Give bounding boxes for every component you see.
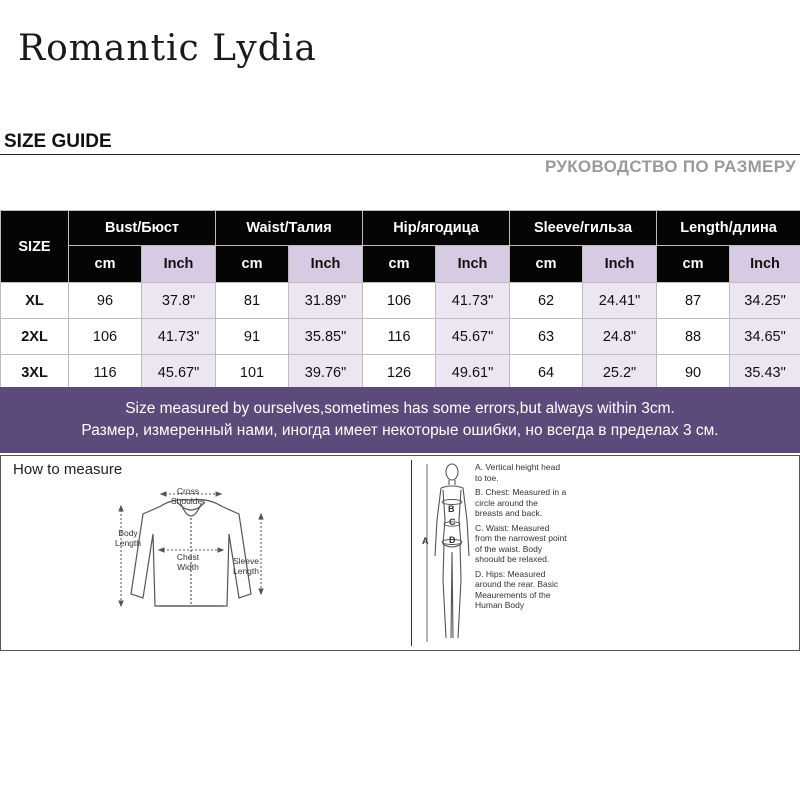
- chest-width-label: Chest Width: [176, 552, 200, 572]
- table-cell: 101: [216, 355, 289, 391]
- measurement-note: [0, 387, 800, 453]
- note-b: B. Chest: Measured in a circle around the breasts and back.: [475, 487, 567, 518]
- unit-header-inch: Inch: [289, 246, 363, 283]
- mark-c: C: [449, 517, 456, 527]
- note-line-ru: Размер, измеренный нами, иногда имеет некоторые ошибки, но всегда в пределах 3 см.: [81, 422, 719, 439]
- table-group-header-row: [1, 211, 800, 246]
- unit-header-cm: cm: [69, 246, 142, 283]
- table-cell: 45.67": [436, 319, 510, 355]
- how-to-measure-title: How to measure: [13, 461, 123, 478]
- table-cell: 34.25": [730, 283, 800, 319]
- table-cell: 41.73": [436, 283, 510, 319]
- size-guide-title: SIZE GUIDE: [4, 131, 112, 152]
- size-guide-title-ru: РУКОВОДСТВО ПО РАЗМЕРУ: [544, 157, 796, 176]
- table-unit-header-row: [1, 246, 800, 283]
- size-header: SIZE: [1, 211, 69, 283]
- table-cell: 24.41": [583, 283, 657, 319]
- mark-b: B: [448, 504, 455, 514]
- how-to-measure-panel: [0, 455, 800, 651]
- unit-header-inch: Inch: [436, 246, 510, 283]
- group-header-waist: Waist/Талия: [216, 211, 363, 246]
- table-cell: 87: [657, 283, 730, 319]
- table-cell: 81: [216, 283, 289, 319]
- table-cell: 126: [363, 355, 436, 391]
- mark-a: A: [422, 536, 429, 546]
- sleeve-length-label: Sleeve Length: [233, 556, 259, 576]
- table-cell: 90: [657, 355, 730, 391]
- table-cell: 64: [510, 355, 583, 391]
- group-header-hip: Hip/ягодица: [363, 211, 510, 246]
- body-diagram: [419, 460, 473, 648]
- unit-header-cm: cm: [510, 246, 583, 283]
- table-cell: 88: [657, 319, 730, 355]
- table-cell: 49.61": [436, 355, 510, 391]
- table-cell: 37.8": [142, 283, 216, 319]
- table-cell: 31.89": [289, 283, 363, 319]
- row-size-label: XL: [1, 283, 69, 319]
- table-cell: 39.76": [289, 355, 363, 391]
- note-c: C. Waist: Measured from the narrowest point of the waist. Body shoould be relaxed.: [475, 522, 567, 564]
- table-cell: 91: [216, 319, 289, 355]
- size-guide-rule: [0, 154, 800, 155]
- panel-divider: [411, 460, 412, 646]
- table-cell: 35.85": [289, 319, 363, 355]
- table-cell: 116: [363, 319, 436, 355]
- cross-shoulder-label: Cross Shoulder: [170, 486, 206, 506]
- table-cell: 35.43": [730, 355, 800, 391]
- table-cell: 116: [69, 355, 142, 391]
- brand-logo: Romantic Lydia: [18, 28, 317, 69]
- table-cell: 24.8": [583, 319, 657, 355]
- table-row: [1, 355, 800, 391]
- table-cell: 62: [510, 283, 583, 319]
- table-cell: 96: [69, 283, 142, 319]
- row-size-label: 3XL: [1, 355, 69, 391]
- table-cell: 41.73": [142, 319, 216, 355]
- size-table: [0, 210, 800, 391]
- table-cell: 34.65": [730, 319, 800, 355]
- group-header-bust: Bust/Бюст: [69, 211, 216, 246]
- mark-d: D: [449, 535, 456, 545]
- group-header-length: Length/длина: [657, 211, 800, 246]
- note-d: D. Hips: Measured around the rear. Basic Meaurements of the Human Body: [475, 568, 559, 610]
- table-cell: 63: [510, 319, 583, 355]
- row-size-label: 2XL: [1, 319, 69, 355]
- table-cell: 45.67": [142, 355, 216, 391]
- note-a: A. Vertical height head to toe.: [475, 462, 561, 483]
- group-header-sleeve: Sleeve/гильза: [510, 211, 657, 246]
- unit-header-cm: cm: [216, 246, 289, 283]
- table-row: [1, 319, 800, 355]
- unit-header-inch: Inch: [142, 246, 216, 283]
- unit-header-cm: cm: [363, 246, 436, 283]
- unit-header-inch: Inch: [730, 246, 800, 283]
- table-cell: 106: [69, 319, 142, 355]
- note-line-en: Size measured by ourselves,sometimes has some errors,but always within 3cm.: [125, 400, 675, 417]
- table-row: [1, 283, 800, 319]
- unit-header-cm: cm: [657, 246, 730, 283]
- body-length-label: Body Length: [115, 528, 141, 548]
- measure-notes: [475, 462, 567, 615]
- table-cell: 25.2": [583, 355, 657, 391]
- unit-header-inch: Inch: [583, 246, 657, 283]
- table-cell: 106: [363, 283, 436, 319]
